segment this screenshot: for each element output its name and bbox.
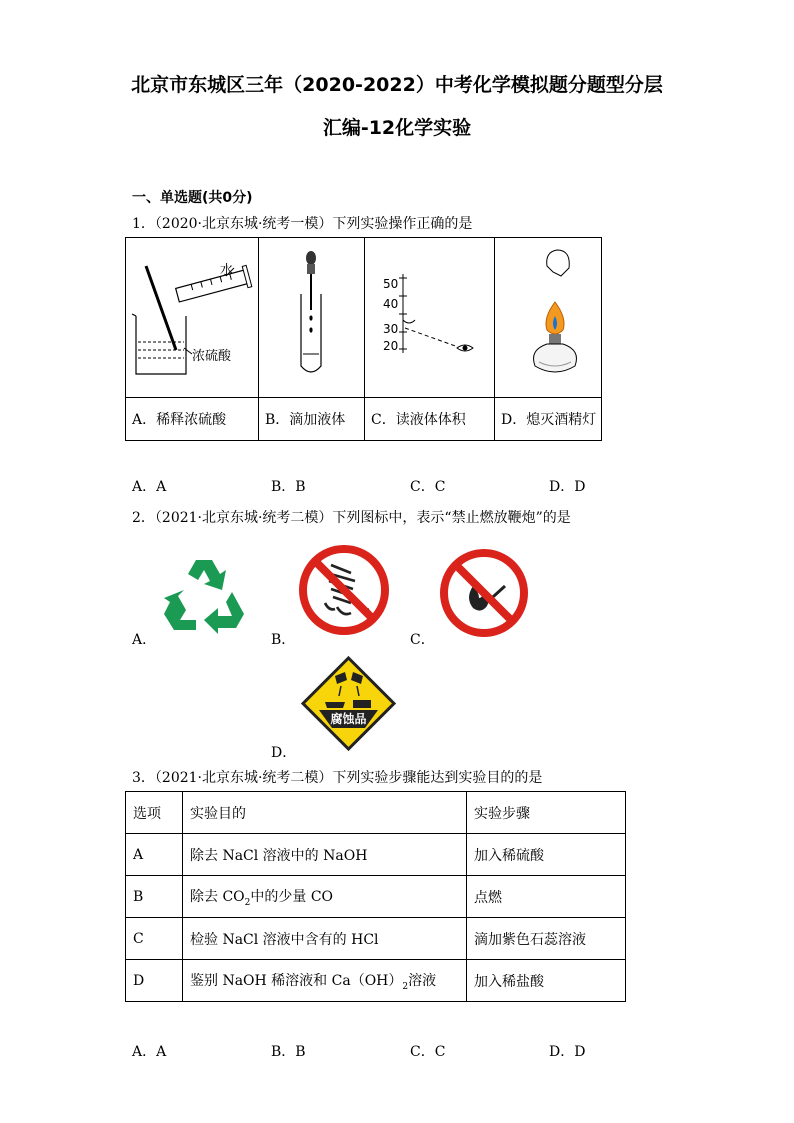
q1-figure-d: [495, 238, 602, 398]
row-b-goal-post: 中的少量 CO: [250, 888, 334, 905]
row-d-goal: [183, 960, 467, 1002]
table-row: [126, 834, 626, 876]
row-d-option: D: [126, 960, 183, 1002]
q1-figure-c: [365, 238, 495, 398]
q1-label-a: A．稀释浓硫酸: [126, 398, 259, 441]
q1-option-b[interactable]: B．B: [271, 479, 306, 495]
q3-option-b[interactable]: B．B: [271, 1044, 306, 1060]
q1-option-a[interactable]: A．A: [132, 479, 167, 495]
tick-40: 40: [383, 297, 399, 311]
q2-stem: 2．（2021·北京东城·统考二模）下列图标中，表示“禁止燃放鞭炮”的是: [132, 510, 571, 526]
q3-option-c[interactable]: C．C: [410, 1044, 446, 1060]
row-d-goal-sub: 2: [402, 981, 409, 992]
tick-50: 50: [383, 277, 399, 291]
q1-option-d[interactable]: D．D: [549, 479, 586, 495]
water-label: 水: [220, 263, 234, 278]
row-d-goal-pre: 鉴别 NaOH 稀溶液和 Ca（OH）: [190, 972, 403, 989]
q2-option-b[interactable]: B．: [271, 632, 296, 648]
q3-option-a[interactable]: A．A: [132, 1044, 167, 1060]
row-b-goal-pre: 除去 CO: [190, 888, 245, 905]
dropper-figure: [259, 238, 364, 393]
dilute-acid-figure: [126, 238, 258, 393]
q3-option-d[interactable]: D．D: [549, 1044, 586, 1060]
tick-30: 30: [383, 322, 399, 336]
doc-title-line2: 汇编-12化学实验: [322, 117, 472, 139]
q1-figure-b: [259, 238, 365, 398]
header-goal: 实验目的: [183, 792, 467, 834]
recycle-icon: [160, 556, 248, 638]
q2-option-c[interactable]: C．: [410, 632, 435, 648]
corrosive-icon: [301, 656, 396, 751]
alcohol-lamp-figure: [495, 238, 601, 393]
no-open-flame-icon: [439, 548, 529, 638]
row-a-step: 加入稀硫酸: [467, 834, 626, 876]
table-header-row: [126, 792, 626, 834]
acid-label: 浓硫酸: [192, 349, 232, 364]
row-d-step: 加入稀盐酸: [467, 960, 626, 1002]
q1-figure-table: [125, 237, 602, 441]
q1-option-c[interactable]: C．C: [410, 479, 446, 495]
row-c-option: C: [126, 918, 183, 960]
row-b-goal-sub: 2: [244, 897, 251, 908]
doc-title-line1: 北京市东城区三年（2020-2022）中考化学模拟题分题型分层: [131, 74, 663, 96]
q3-stem: 3．（2021·北京东城·统考二模）下列实验步骤能达到实验目的的是: [132, 770, 543, 786]
q2-option-a[interactable]: A．: [132, 632, 157, 648]
row-b-option: B: [126, 876, 183, 918]
q1-label-d: D．熄灭酒精灯: [495, 398, 602, 441]
row-a-option: A: [126, 834, 183, 876]
header-option: 选项: [126, 792, 183, 834]
row-d-goal-post: 溶液: [408, 972, 437, 989]
row-c-goal: 检验 NaCl 溶液中含有的 HCl: [183, 918, 467, 960]
q1-figure-a: [126, 238, 259, 398]
row-a-goal: 除去 NaCl 溶液中的 NaOH: [183, 834, 467, 876]
row-b-goal: [183, 876, 467, 918]
table-row: [126, 876, 626, 918]
no-firecrackers-icon: [297, 543, 391, 637]
table-row: [126, 918, 626, 960]
q1-stem: 1．（2020·北京东城·统考一模）下列实验操作正确的是: [132, 216, 473, 232]
row-c-step: 滴加紫色石蕊溶液: [467, 918, 626, 960]
corrosive-text: 腐蚀品: [330, 712, 367, 726]
q3-table: [125, 791, 626, 1002]
cylinder-reading-figure: [365, 238, 494, 393]
q2-option-d[interactable]: D．: [271, 745, 297, 761]
section-heading: 一、单选题(共0分): [132, 190, 253, 206]
header-step: 实验步骤: [467, 792, 626, 834]
row-b-step: 点燃: [467, 876, 626, 918]
q1-label-b: B．滴加液体: [259, 398, 365, 441]
tick-20: 20: [383, 339, 399, 353]
table-row: [126, 960, 626, 1002]
q1-label-c: C．读液体体积: [365, 398, 495, 441]
